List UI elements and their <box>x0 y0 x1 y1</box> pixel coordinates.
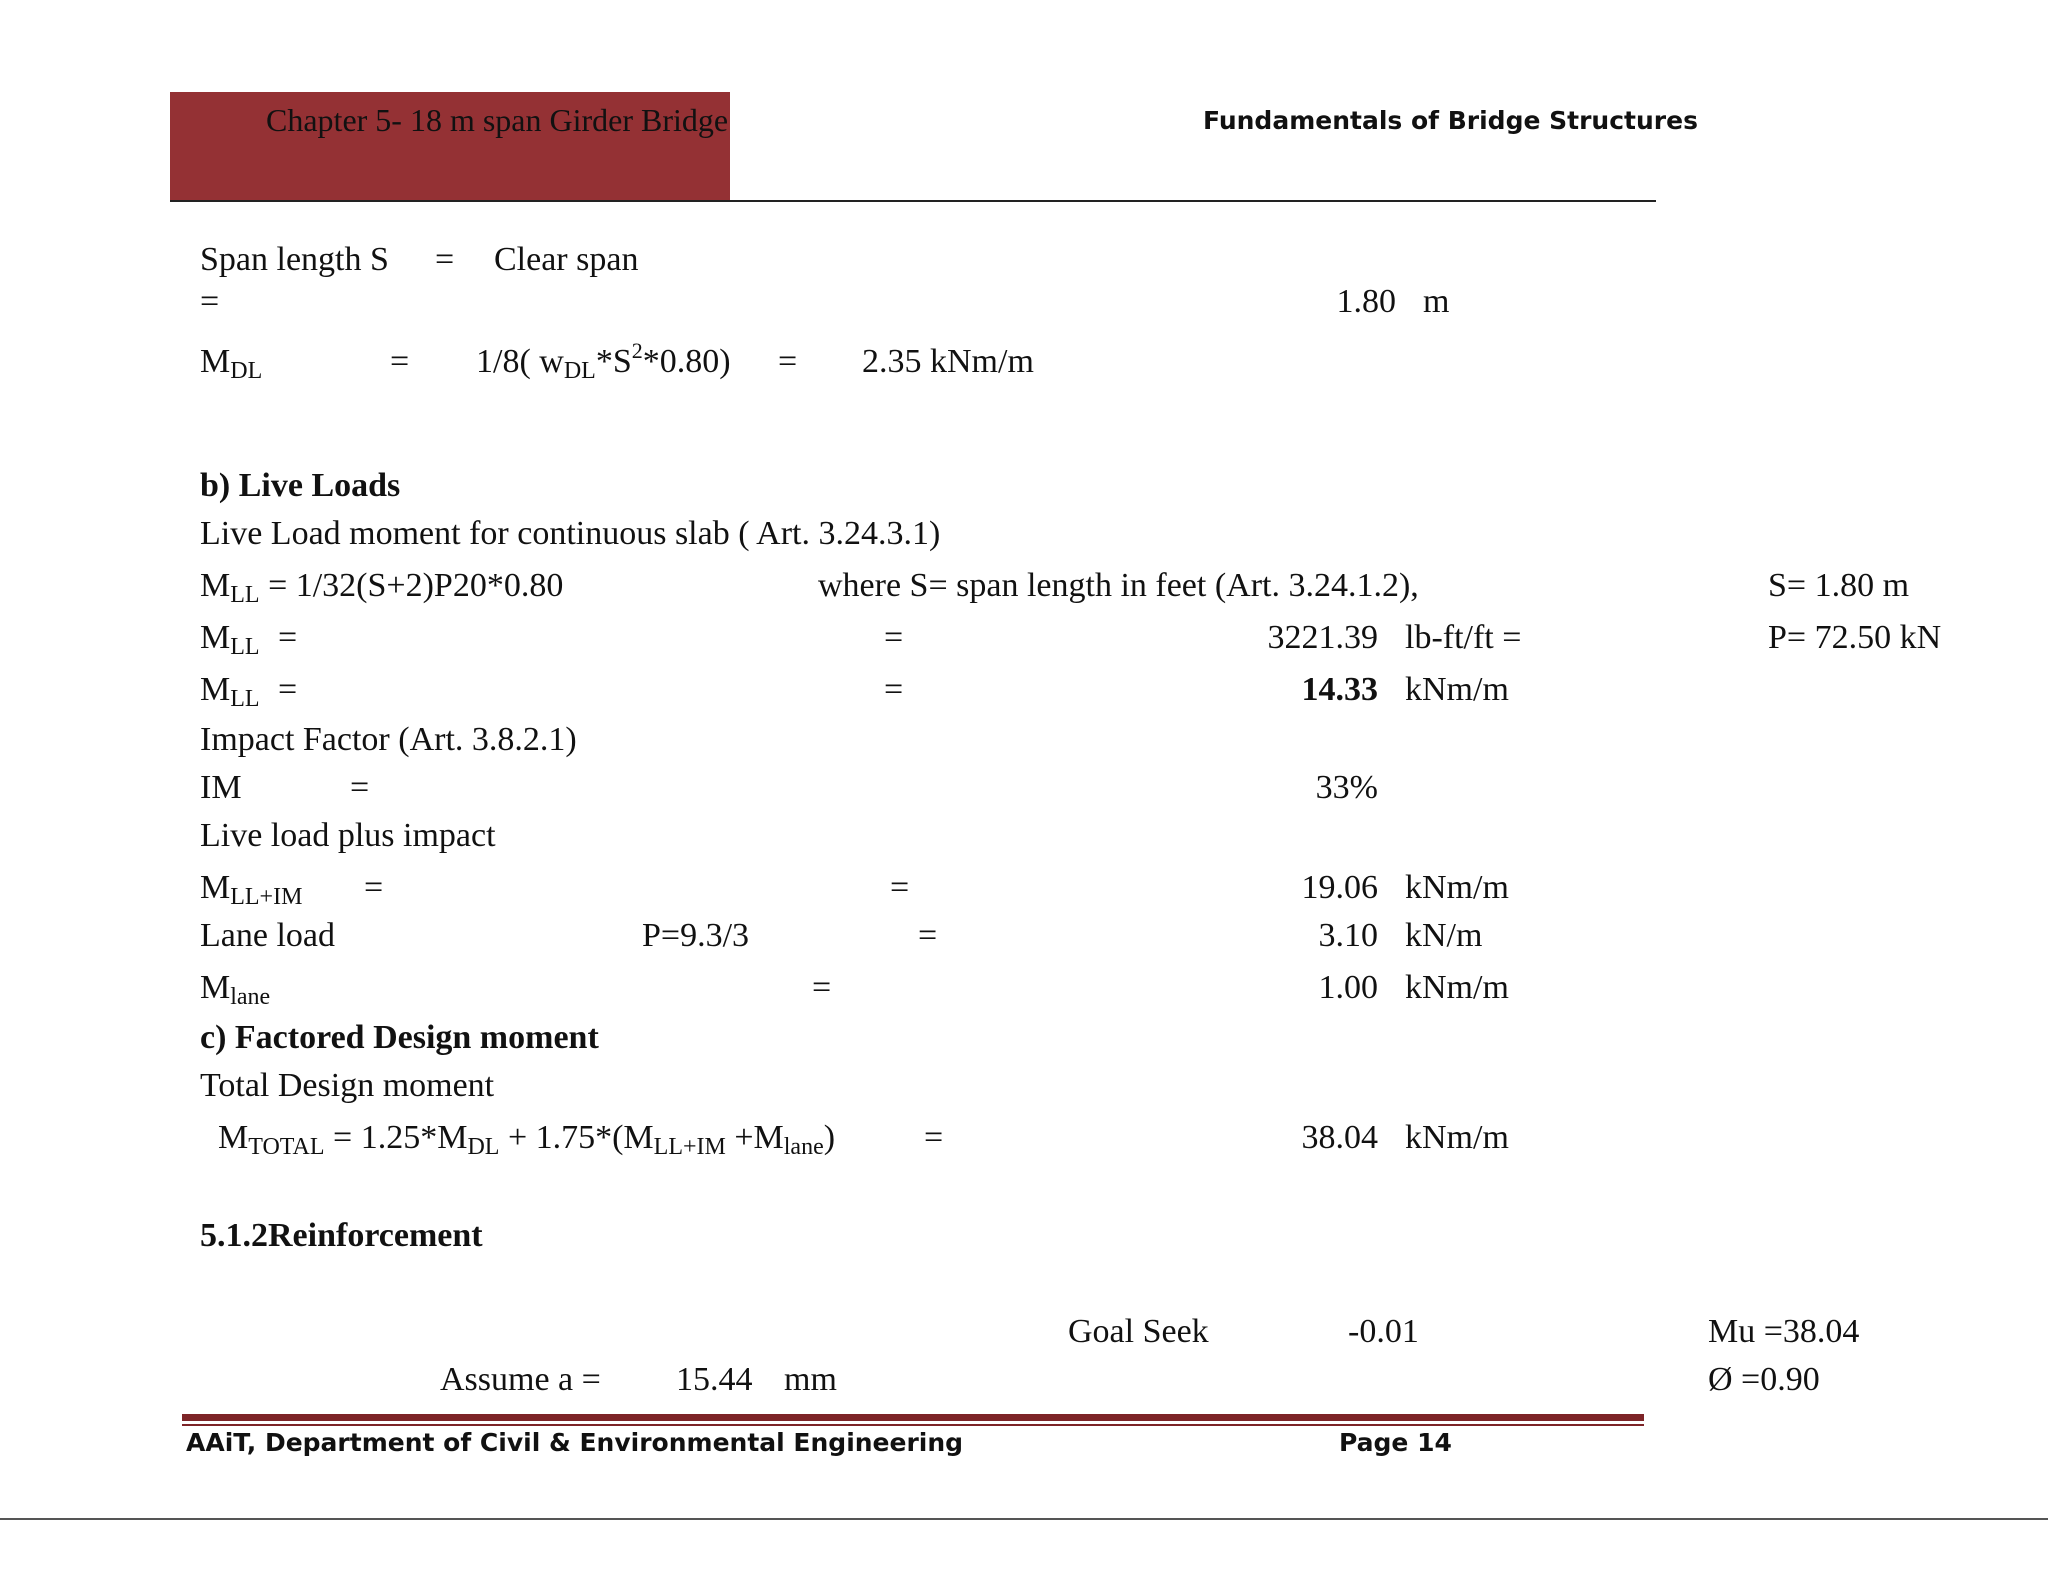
footer-department: AAiT, Department of Civil & Environmental Engineering <box>186 1428 964 1457</box>
mtotal-formula: $M_{TOTAL} = 1.25*M_{DL} + 1.75*(M_{LL+IM} +M_{lane})$ <box>218 1119 836 1160</box>
goal-seek-label: Goal Seek <box>1068 1313 1209 1350</box>
mll-row3-unit: kNm/m <box>1405 671 1509 708</box>
mllim-symbol: $M_{LL+IM}$ <box>200 869 303 910</box>
mlane-symbol: $M_{lane}$ <box>200 969 271 1010</box>
mll-row2-equals-2: = <box>884 619 904 656</box>
mtotal-value: 38.04 <box>1301 1119 1378 1156</box>
mllim-unit: kNm/m <box>1405 869 1509 906</box>
mdl-symbol: $M_{DL}$ <box>200 343 263 384</box>
footer-rule-thin <box>182 1424 1644 1426</box>
assume-a-value: 15.44 <box>676 1361 753 1398</box>
goal-seek-value: -0.01 <box>1348 1313 1419 1350</box>
live-load-intro: Live Load moment for continuous slab ( Art. 3.24.3.1) <box>200 515 941 552</box>
span-length-label: Span length S <box>200 241 389 278</box>
live-plus-impact-label: Live load plus impact <box>200 817 496 854</box>
im-label: IM <box>200 769 242 806</box>
im-equals: = <box>350 769 370 806</box>
span-equals-2: = <box>200 283 220 320</box>
chapter-title: Chapter 5- 18 m span Girder Bridge <box>266 102 729 138</box>
span-value: 1.80 <box>1336 283 1396 320</box>
header-rule <box>170 200 1656 202</box>
phi-note: Ø =0.90 <box>1708 1361 1820 1398</box>
span-equals: = <box>435 241 455 278</box>
mtotal-unit: kNm/m <box>1405 1119 1509 1156</box>
mdl-formula: 1/8( $w_{DL}*S^2*0.80$) <box>476 338 731 384</box>
im-value: 33% <box>1315 769 1378 806</box>
mll-row3-value: 14.33 <box>1301 671 1378 708</box>
live-loads-heading: b) Live Loads <box>200 467 401 504</box>
page-bottom-rule <box>0 1518 2048 1520</box>
footer-rule-thick <box>182 1414 1644 1421</box>
mllim-value: 19.06 <box>1301 869 1378 906</box>
mllim-equals: = <box>364 869 384 906</box>
mlane-unit: kNm/m <box>1405 969 1509 1006</box>
lane-load-unit: kN/m <box>1405 917 1483 954</box>
lane-load-label: Lane load <box>200 917 335 954</box>
mll-row2-value: 3221.39 <box>1267 619 1378 656</box>
factored-heading: c) Factored Design moment <box>200 1019 599 1056</box>
mlane-value: 1.00 <box>1318 969 1378 1006</box>
footer-page-number: Page 14 <box>1339 1428 1452 1457</box>
book-title: Fundamentals of Bridge Structures <box>1203 106 1698 135</box>
mdl-value: 2.35 kNm/m <box>862 343 1034 380</box>
mll-row3-symbol: $M_{LL}$ <box>200 671 260 712</box>
mlane-equals: = <box>812 969 832 1006</box>
mll-row3-equals: = <box>278 671 298 708</box>
mll-row2-equals: = <box>278 619 298 656</box>
mdl-equals: = <box>390 343 410 380</box>
lane-load-formula: P=9.3/3 <box>642 917 750 954</box>
impact-factor-label: Impact Factor (Art. 3.8.2.1) <box>200 721 577 758</box>
mll-formula: $M_{LL} = 1/32(S+2)P20*0.80$ <box>200 567 564 608</box>
lane-load-value: 3.10 <box>1318 917 1378 954</box>
mtotal-equals: = <box>924 1119 944 1156</box>
mdl-equals-2: = <box>778 343 798 380</box>
mll-row2-symbol: $M_{LL}$ <box>200 619 260 660</box>
assume-a-label: Assume a = <box>440 1361 601 1398</box>
mll-row2-unit: lb-ft/ft = <box>1405 619 1522 656</box>
span-unit: m <box>1423 283 1450 320</box>
assume-a-unit: mm <box>784 1361 837 1398</box>
mll-row3-equals-2: = <box>884 671 904 708</box>
p-note: P= 72.50 kN <box>1768 619 1942 656</box>
span-definition: Clear span <box>494 241 639 278</box>
lane-load-equals: = <box>918 917 938 954</box>
total-design-label: Total Design moment <box>200 1067 495 1104</box>
s-note: S= 1.80 m <box>1768 567 1910 604</box>
reinforcement-heading: 5.1.2Reinforcement <box>200 1217 483 1254</box>
mllim-equals-2: = <box>890 869 910 906</box>
mll-where-note: where S= span length in feet (Art. 3.24.1.2), <box>818 567 1419 604</box>
mu-note: Mu =38.04 <box>1708 1313 1860 1350</box>
